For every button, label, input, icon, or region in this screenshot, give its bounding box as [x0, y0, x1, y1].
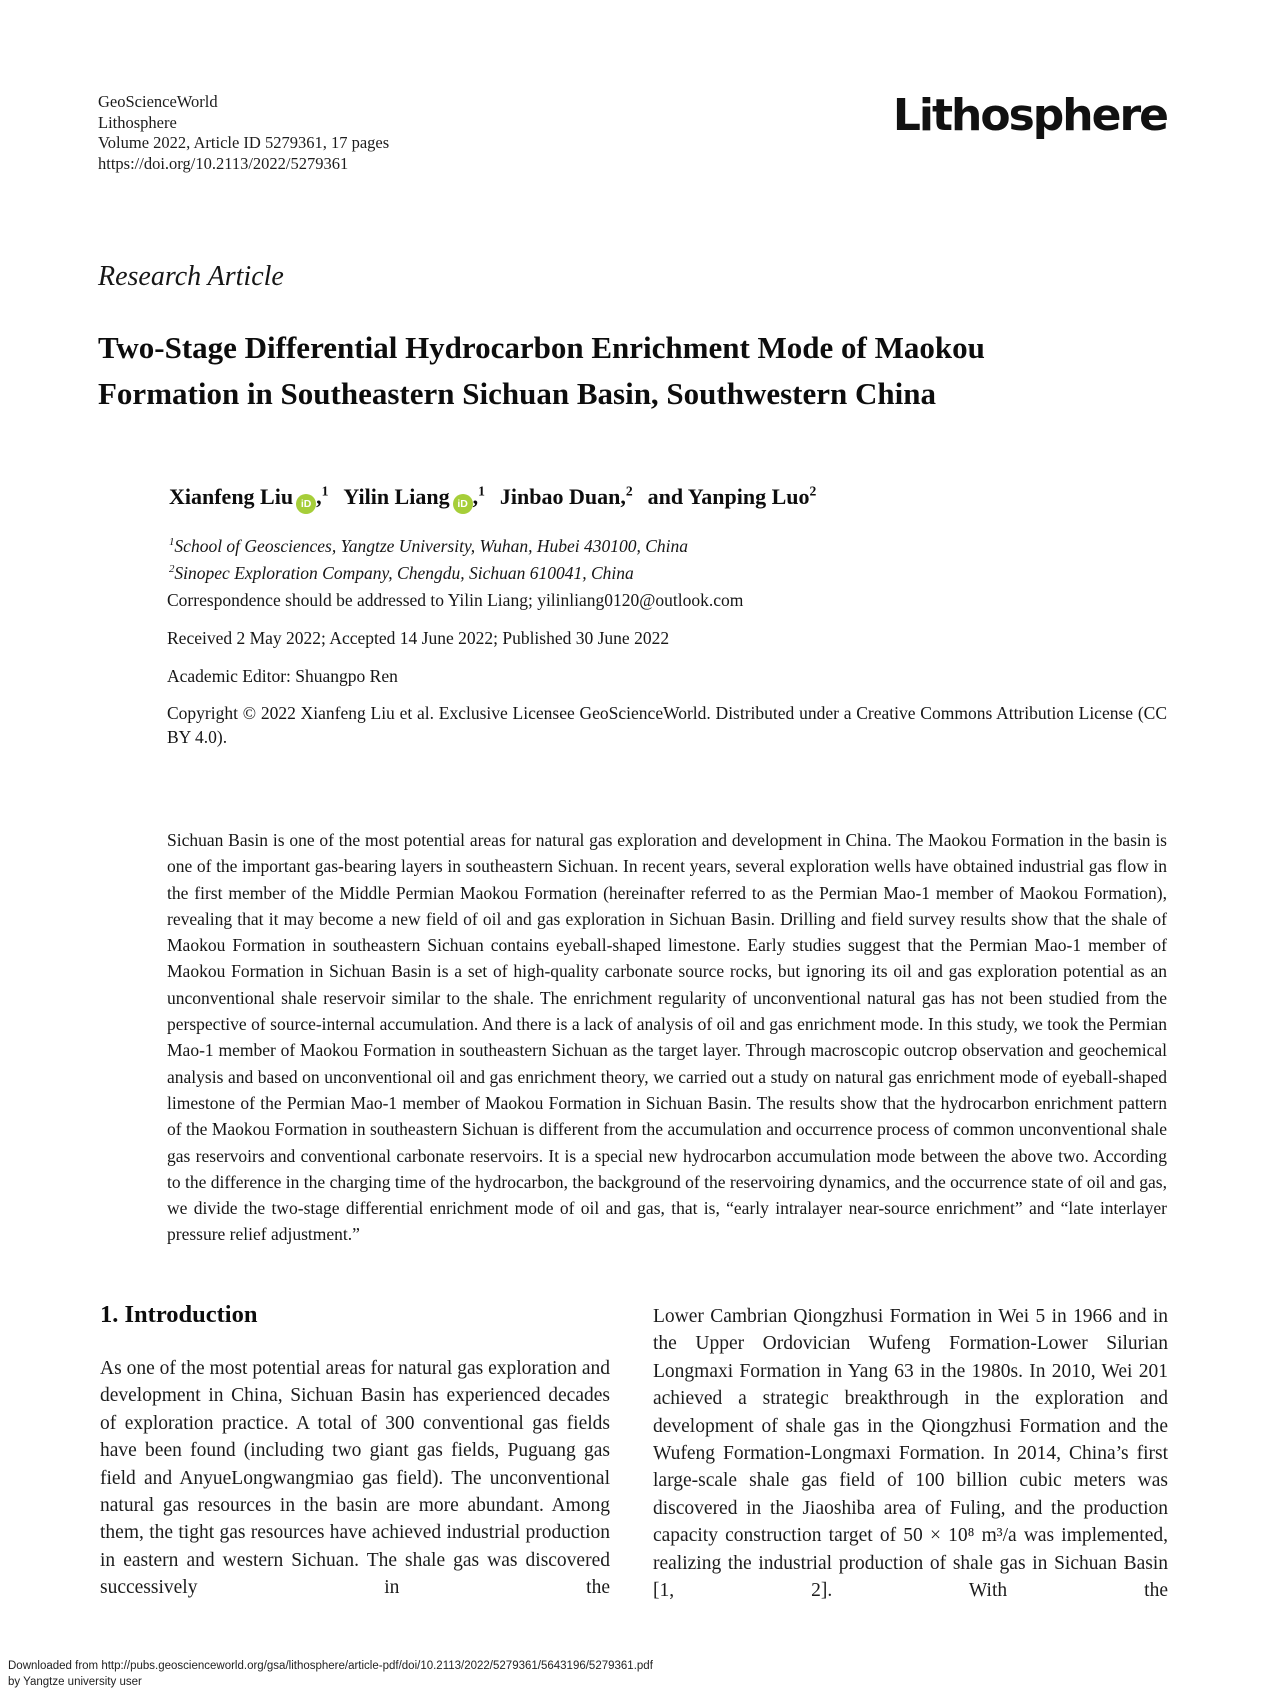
- affiliation-text: Sinopec Exploration Company, Chengdu, Sichuan 610041, China: [174, 563, 634, 584]
- author: [648, 484, 817, 509]
- affiliation-text: School of Geosciences, Yangtze University, Wuhan, Hubei 430100, China: [174, 535, 689, 556]
- article-type-label: Research Article: [98, 261, 284, 292]
- academic-editor: Academic Editor: Shuangpo Ren: [167, 666, 398, 686]
- author: [500, 484, 633, 509]
- author: [169, 484, 328, 509]
- journal-logo: Lithosphere: [892, 90, 1167, 141]
- author-superscript: 2: [809, 484, 817, 499]
- download-footer: [8, 1658, 653, 1690]
- author-name: Xianfeng Liu: [169, 484, 294, 510]
- affiliation: [169, 558, 688, 585]
- intro-paragraph-left: As one of the most potential areas for natural gas exploration and development in China, Sichuan Basin has experienced decades of exploration practice. A total of 300 conventional gas fields have been found (including two giant gas fields, Puguang gas field and AnyueLongwangmiao gas field). The unconventional natural gas resources in the basin are more abundant. Among them, the tight gas resources have achieved industrial production in eastern and western Sichuan. The shale gas was discovered successively in the: [100, 1358, 610, 1599]
- author-separator: ,: [316, 484, 322, 510]
- orcid-icon[interactable]: iD: [453, 494, 473, 514]
- orcid-icon[interactable]: iD: [296, 494, 316, 514]
- author-name: Yilin Liang: [343, 484, 450, 510]
- correspondence-line: [167, 589, 743, 613]
- author-list: [169, 484, 831, 514]
- author-superscript: 2: [625, 484, 633, 499]
- affiliation-superscript: 1: [169, 536, 175, 548]
- correspondence-text: Correspondence should be addressed to Yilin Liang;: [167, 590, 538, 610]
- article-title: Two-Stage Differential Hydrocarbon Enrichment Mode of Maokou Formation in Southeastern Sichuan Basin, Southwestern China: [98, 329, 985, 411]
- volume-article-id: Volume 2022, Article ID 5279361, 17 pages: [98, 133, 390, 152]
- author: [343, 484, 484, 509]
- article-history: Received 2 May 2022; Accepted 14 June 2022; Published 30 June 2022: [167, 628, 670, 648]
- correspondence-email-link[interactable]: yilinliang0120@outlook.com: [537, 590, 744, 610]
- doi-link[interactable]: https://doi.org/10.2113/2022/5279361: [98, 153, 349, 173]
- copyright-notice: Copyright © 2022 Xianfeng Liu et al. Exclusive Licensee GeoScienceWorld. Distributed under a Creative Commons Attribution License (CC BY 4.0).: [167, 703, 1167, 747]
- author-separator: ,: [472, 484, 479, 510]
- intro-left-column: [100, 1300, 610, 1602]
- intro-right-column: [653, 1303, 1168, 1604]
- publisher-name: GeoScienceWorld: [98, 92, 218, 111]
- author-superscript: 1: [321, 484, 329, 499]
- affiliation: [169, 531, 688, 558]
- download-footer-user: by Yangtze university user: [8, 1676, 142, 1688]
- author-name: and Yanping Luo: [647, 484, 810, 510]
- affiliation-list: [169, 531, 688, 586]
- abstract-text: Sichuan Basin is one of the most potential areas for natural gas exploration and development in China. The Maokou Formation in the basin is one of the important gas-bearing layers in southeastern Sichuan. In recent years, several exploration wells have obtained industrial gas flow in the first member of the Middle Permian Maokou Formation (hereinafter referred to as the Permian Mao-1 member of Maokou Formation), revealing that it may become a new field of oil and gas exploration in Sichuan Basin. Drilling and field survey results show that the shale of Maokou Formation in southeastern Sichuan contains eyeball-shaped limestone. Early studies suggest that the Permian Mao-1 member of Maokou Formation in Sichuan Basin is a set of high-quality carbonate source rocks, but ignoring its oil and gas exploration potential as an unconventional shale reservoir similar to the shale. The enrichment regularity of unconventional natural gas has not been studied from the perspective of source-internal accumulation. And there is a lack of analysis of oil and gas enrichment mode. In this study, we took the Permian Mao-1 member of Maokou Formation in southeastern Sichuan as the target layer. Through macroscopic outcrop observation and geochemical analysis and based on unconventional oil and gas enrichment theory, we carried out a study on natural gas enrichment mode of eyeball-shaped limestone of the Permian Mao-1 member of Maokou Formation in Sichuan Basin. The results show that the hydrocarbon enrichment pattern of the Maokou Formation in southeastern Sichuan is different from the accumulation and occurrence process of common unconventional shale gas reservoirs and conventional carbonate reservoirs. It is a special new hydrocarbon accumulation mode between the above two. According to the difference in the charging time of the hydrocarbon, the background of the reservoiring dynamics, and the occurrence state of oil and gas, we divide the two-stage differential enrichment mode of oil and gas, that is, “early intralayer near-source enrichment” and “late interlayer pressure relief adjustment.”: [167, 830, 1167, 1245]
- journal-name: Lithosphere: [98, 112, 177, 132]
- affiliation-superscript: 2: [169, 563, 175, 576]
- section-heading-introduction: 1. Introduction: [100, 1301, 258, 1328]
- author-superscript: 1: [478, 484, 485, 499]
- publication-info: [98, 92, 389, 174]
- author-name: Jinbao Duan,: [499, 484, 626, 510]
- download-footer-url: Downloaded from http://pubs.geoscienceworld.org/gsa/lithosphere/article-pdf/doi/10.2113/2022/5279361/5643196/5279361.pdf: [8, 1660, 653, 1672]
- intro-paragraph-right: Lower Cambrian Qiongzhusi Formation in Wei 5 in 1966 and in the Upper Ordovician Wufeng Formation-Lower Silurian Longmaxi Formation in Yang 63 in the 1980s. In 2010, Wei 201 achieved a strategic breakthrough in the exploration and development of shale gas in the Qiongzhusi Formation and the Wufeng Formation-Longmaxi Formation. In 2014, China’s first large-scale shale gas field of 100 billion cubic meters was discovered in the Jiaoshiba area of Fuling, and the production capacity construction target of 50 × 10⁸ m³/a was implemented, realizing the industrial production of shale gas in Sichuan Basin [1, 2]. With the: [653, 1306, 1168, 1602]
